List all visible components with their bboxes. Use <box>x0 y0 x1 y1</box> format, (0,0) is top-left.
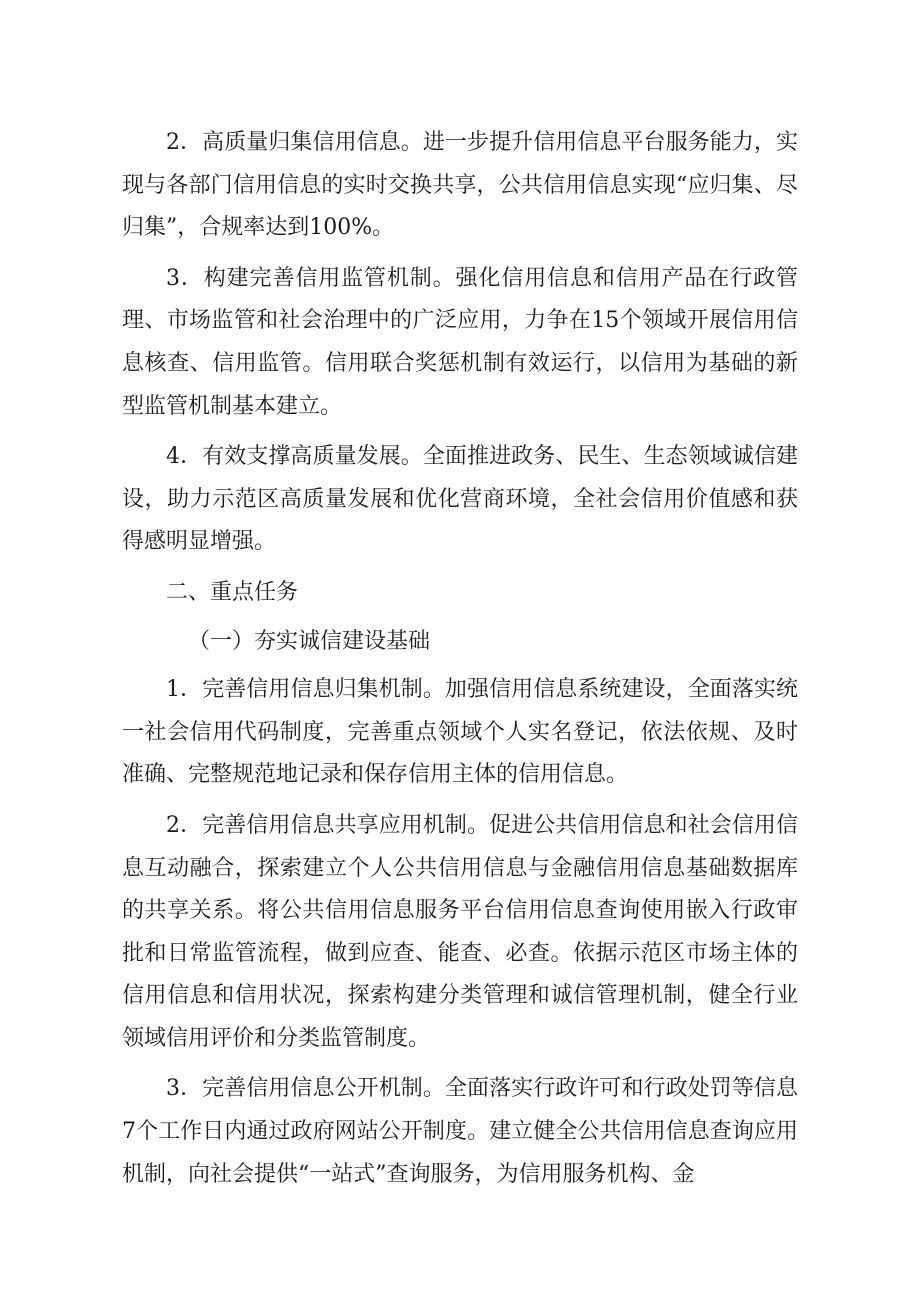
paragraph-number: 1． <box>166 677 203 703</box>
paragraph-number: 3． <box>166 265 204 291</box>
paragraph-text: 高质量归集信用信息。进一步提升信用信息平台服务能力，实现与各部门信用信息的实时交换共享，公共信用信息实现“应归集、尽归集”，合规率达到100%。 <box>122 130 798 241</box>
task-item-1 <box>122 669 798 797</box>
document-body <box>122 122 798 1204</box>
paragraph-text: 有效支撑高质量发展。全面推进政务、民生、生态领域诚信建设，助力示范区高质量发展和优化营商环境，全社会信用价值感和获得感明显增强。 <box>122 444 798 555</box>
task-item-3 <box>122 1068 798 1196</box>
paragraph-text: 完善信用信息共享应用机制。促进公共信用信息和社会信用信息互动融合，探索建立个人公共信用信息与金融信用信息基础数据库的共享关系。将公共信用信息服务平台信用信息查询使用嵌入行政审批和日常监管流程，做到应查、能查、必查。依据示范区市场主体的信用信息和信用状况，探索构建分类管理和诚信管理机制，健全行业领域信用评价和分类监管制度。 <box>122 812 798 1051</box>
paragraph-text: 完善信用信息归集机制。加强信用信息系统建设，全面落实统一社会信用代码制度，完善重点领域个人实名登记，依法依规、及时准确、完整规范地记录和保存信用主体的信用信息。 <box>122 677 798 788</box>
paragraph-item-4 <box>122 436 798 564</box>
paragraph-text: 完善信用信息公开机制。全面落实行政许可和行政处罚等信息7个工作日内通过政府网站公开制度。建立健全公共信用信息查询应用机制，向社会提供“一站式”查询服务，为信用服务机构、金 <box>122 1076 798 1187</box>
subsection-heading: （一）夯实诚信建设基础 <box>188 628 431 654</box>
paragraph-item-3 <box>122 258 798 428</box>
section-heading: 二、重点任务 <box>166 579 299 605</box>
task-item-2 <box>122 805 798 1061</box>
paragraph-number: 2． <box>166 812 203 838</box>
paragraph-number: 4． <box>166 444 203 470</box>
paragraph-number: 2． <box>166 130 203 155</box>
paragraph-text: 构建完善信用监管机制。强化信用信息和信用产品在行政管理、市场监管和社会治理中的广泛应用，力争在15个领域开展信用信息核查、信用监管。信用联合奖惩机制有效运行，以信用为基础的新型监管机制基本建立。 <box>122 265 798 419</box>
paragraph-item-2 <box>122 122 798 250</box>
paragraph-number: 3． <box>166 1076 203 1102</box>
